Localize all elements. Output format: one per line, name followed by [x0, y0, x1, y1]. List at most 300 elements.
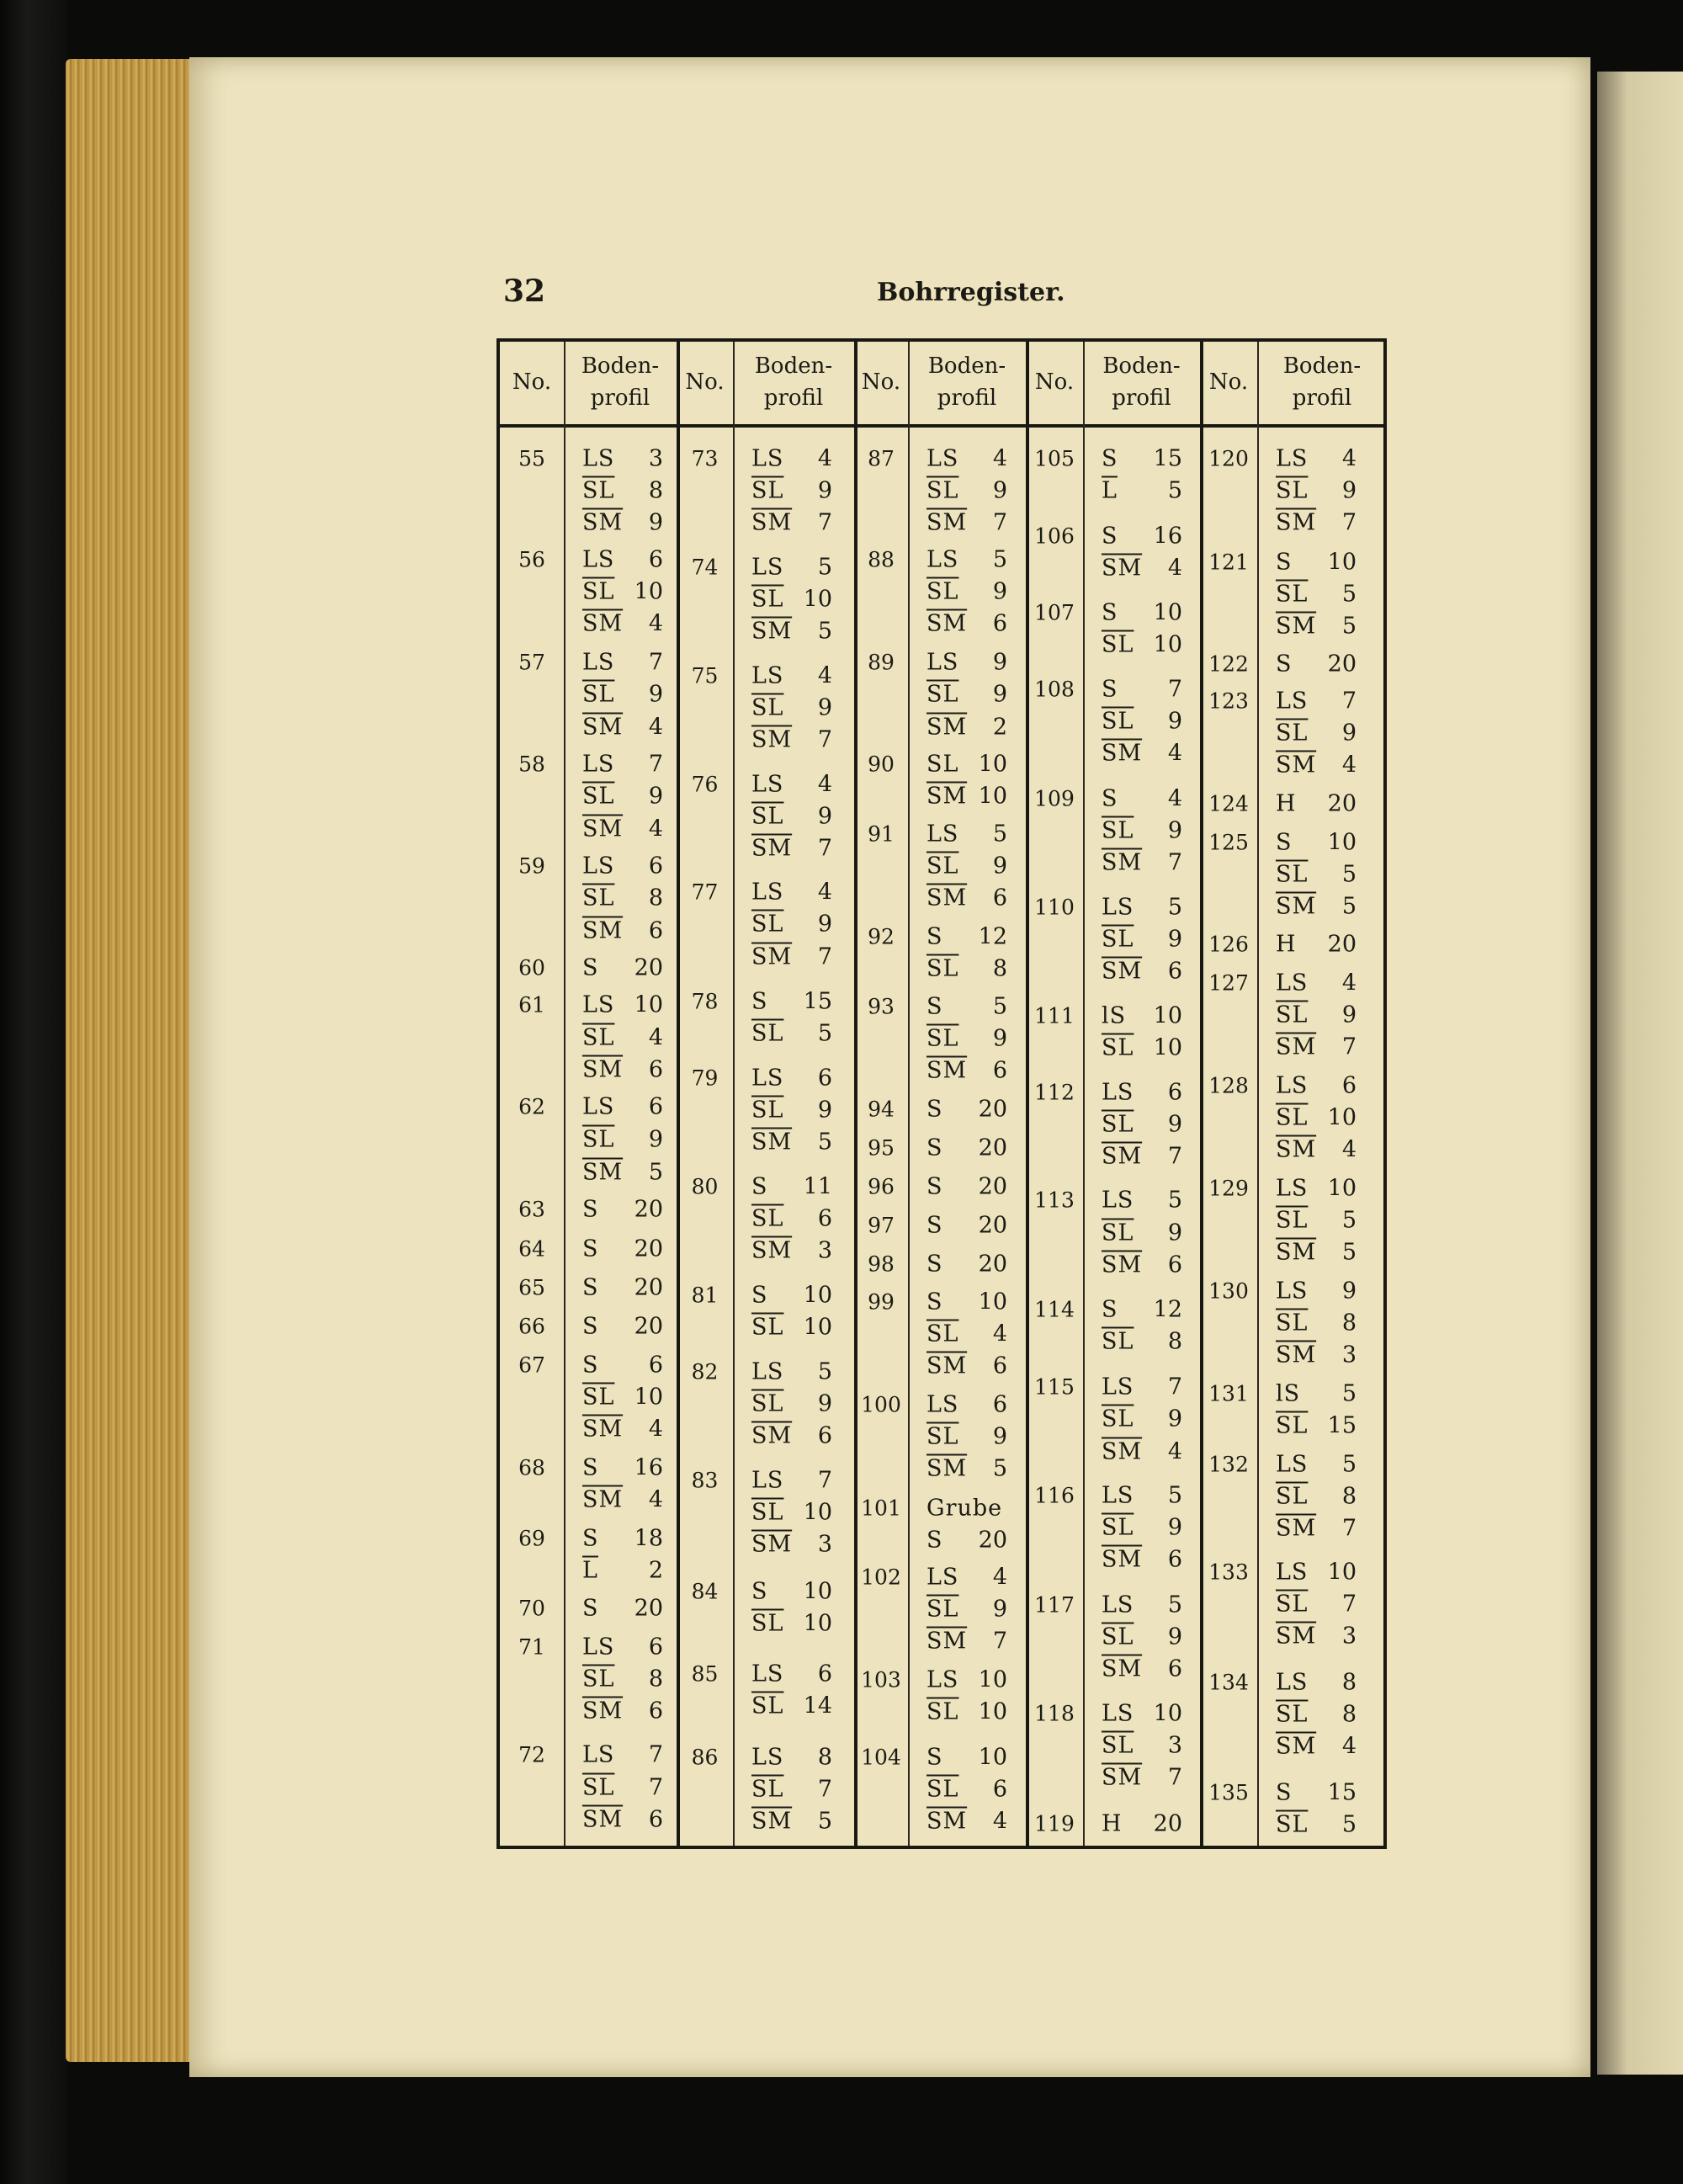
bodenprofil-entry: [1102, 1656, 1182, 1682]
bodenprofil-entry: [926, 784, 1007, 810]
header-bodenprofil: [1083, 342, 1200, 424]
depth-value: 6: [992, 885, 1007, 911]
soil-code: LS: [582, 751, 615, 778]
bodenprofil-entry: [926, 1496, 1002, 1522]
soil-code: $\overline{SM}$: [751, 1808, 793, 1835]
bodenprofil-entry: [1102, 555, 1182, 582]
soil-code: LS: [582, 991, 615, 1018]
soil-code: $\overline{SL}$: [1276, 1104, 1309, 1131]
depth-value: 2: [992, 714, 1007, 741]
bodenprofil-entry: [1102, 709, 1182, 735]
bohr-number: 116: [1034, 1483, 1075, 1508]
soil-code: $\overline{SM}$: [751, 509, 793, 536]
depth-value: 9: [1167, 708, 1182, 735]
depth-value: 11: [803, 1173, 832, 1200]
bodenprofil-entry: [926, 1213, 1007, 1239]
bodenprofil-entry: [582, 715, 663, 741]
bodenprofil-entry: [1276, 651, 1356, 678]
bodenprofil-entry: [582, 784, 663, 810]
bodenprofil-entry: [1102, 1701, 1182, 1727]
depth-value: 8: [992, 955, 1007, 982]
depth-value: 7: [817, 1467, 832, 1494]
soil-code: $\overline{SM}$: [1276, 1733, 1317, 1760]
depth-value: 3: [1167, 1732, 1182, 1759]
bodenprofil-entry: [751, 772, 832, 798]
depth-value: 7: [1167, 849, 1182, 876]
header-line: profil: [937, 385, 997, 411]
bodenprofil-entry: [1102, 478, 1182, 504]
soil-code: $\overline{SM}$: [582, 1416, 624, 1443]
depth-value: 9: [992, 578, 1007, 605]
soil-code: LS: [1102, 894, 1134, 921]
bohr-number: 123: [1208, 688, 1249, 714]
soil-code: $\overline{SM}$: [1102, 1764, 1143, 1791]
bodenprofil-entry: [582, 853, 663, 879]
bodenprofil-entry: [1276, 688, 1356, 715]
soil-code: $\overline{SM}$: [1276, 1515, 1317, 1542]
depth-value: 4: [1341, 752, 1356, 778]
depth-value: 4: [817, 445, 832, 472]
depth-value: 4: [648, 1416, 663, 1443]
soil-code: $\overline{SM}$: [1276, 1239, 1317, 1266]
bohr-number: 73: [691, 446, 719, 471]
soil-code: Grube: [926, 1495, 1003, 1522]
soil-code: $\overline{SM}$: [1102, 1546, 1143, 1573]
depth-value: 6: [648, 1634, 663, 1661]
depth-value: 10: [978, 1744, 1007, 1771]
bodenprofil-entry: [751, 1500, 832, 1526]
bohr-number: 135: [1208, 1780, 1249, 1805]
depth-value: 20: [978, 1173, 1007, 1200]
depth-value: 9: [992, 1025, 1007, 1052]
depth-value: 9: [992, 681, 1007, 708]
depth-value: 9: [1341, 720, 1356, 747]
bodenprofil-entry: [751, 1283, 832, 1309]
depth-value: 4: [648, 1024, 663, 1051]
soil-code: $\overline{SL}$: [1276, 1207, 1309, 1234]
depth-value: 20: [634, 1196, 663, 1223]
soil-code: S: [926, 1212, 943, 1239]
bohr-number: 110: [1034, 895, 1075, 920]
depth-value: 9: [817, 911, 832, 938]
soil-code: LS: [1102, 1482, 1134, 1509]
soil-code: $\overline{SM}$: [751, 618, 793, 645]
soil-code: S: [582, 1313, 599, 1340]
soil-code: LS: [1102, 1374, 1134, 1400]
depth-value: 7: [648, 1741, 663, 1768]
bodenprofil-entry: [1102, 446, 1182, 472]
depth-value: 10: [978, 1698, 1007, 1725]
soil-code: $\overline{SL}$: [582, 681, 615, 708]
depth-value: 16: [634, 1454, 663, 1481]
header-line: Boden-: [927, 353, 1006, 380]
soil-code: $\overline{SL}$: [1102, 926, 1134, 953]
bodenprofil-entry: [1276, 830, 1356, 856]
soil-code: $\overline{SL}$: [1276, 1310, 1309, 1336]
soil-code: $\overline{SL}$: [582, 1126, 615, 1153]
bodenprofil-entry: [926, 1135, 1007, 1161]
soil-code: S: [1102, 676, 1118, 703]
depth-value: 9: [1341, 1002, 1356, 1028]
soil-code: LS: [582, 1741, 615, 1768]
soil-code: $\overline{SL}$: [926, 1596, 959, 1623]
soil-code: $\overline{SL}$: [926, 578, 959, 605]
depth-value: 5: [992, 1455, 1007, 1482]
soil-code: S: [926, 1173, 943, 1200]
soil-code: LS: [926, 821, 959, 848]
bohr-number: 76: [691, 772, 719, 797]
depth-value: 6: [648, 1056, 663, 1083]
soil-code: $\overline{SL}$: [1276, 1483, 1309, 1510]
bodenprofil-entry: [1276, 478, 1356, 504]
bodenprofil-entry: [1276, 1381, 1356, 1407]
depth-value: 6: [817, 1661, 832, 1687]
bohr-number: 86: [691, 1745, 719, 1770]
bodenprofil-entry: [582, 1160, 663, 1186]
depth-value: 6: [1167, 1655, 1182, 1682]
soil-code: LS: [1276, 1559, 1309, 1586]
soil-code: $\overline{SL}$: [751, 694, 784, 721]
depth-value: 5: [1167, 1187, 1182, 1214]
depth-value: 9: [817, 1097, 832, 1124]
bohr-number: 98: [868, 1251, 895, 1277]
book-binding: [0, 0, 67, 2184]
depth-value: 3: [1341, 1623, 1356, 1650]
depth-value: 7: [648, 1774, 663, 1801]
soil-code: LS: [582, 649, 615, 676]
soil-code: $\overline{SM}$: [926, 1628, 968, 1655]
soil-code: LS: [582, 445, 615, 472]
bodenprofil-entry: [751, 1021, 832, 1047]
soil-code: S: [1276, 651, 1293, 678]
bodenprofil-entry: [1276, 582, 1356, 608]
depth-value: 9: [992, 1423, 1007, 1450]
soil-code: $\overline{SM}$: [582, 714, 624, 741]
soil-code: S: [1102, 785, 1118, 812]
depth-value: 9: [992, 477, 1007, 504]
bodenprofil-entry: [926, 1629, 1007, 1655]
bodenprofil-entry: [1102, 1329, 1182, 1355]
depth-value: 6: [1167, 1546, 1182, 1573]
soil-code: $\overline{SL}$: [1102, 1514, 1134, 1541]
bohr-number: 122: [1208, 651, 1249, 677]
bodenprofil-entry: [1102, 1220, 1182, 1246]
header-no: No.: [685, 369, 725, 396]
depth-value: 4: [817, 879, 832, 906]
soil-code: S: [1102, 445, 1118, 472]
bohr-number: 134: [1208, 1670, 1249, 1695]
facing-page-edge: [1597, 72, 1683, 2075]
soil-code: $\overline{SM}$: [926, 1455, 968, 1482]
bodenprofil-entry: [1276, 1734, 1356, 1760]
soil-code: S: [926, 1744, 943, 1771]
depth-value: 7: [992, 509, 1007, 536]
depth-value: 20: [978, 1251, 1007, 1278]
bodenprofil-entry: [751, 879, 832, 906]
header-line: profil: [1112, 385, 1171, 411]
depth-value: 10: [1327, 829, 1356, 856]
bodenprofil-entry: [582, 1094, 663, 1120]
bodenprofil-entry: [1276, 614, 1356, 640]
bodenprofil-entry: [926, 994, 1007, 1020]
bohr-number: 80: [691, 1174, 719, 1199]
depth-value: 6: [1167, 1079, 1182, 1106]
soil-code: LS: [926, 649, 959, 676]
soil-code: $\overline{SL}$: [1102, 817, 1134, 844]
bodenprofil-entry: [1276, 1812, 1356, 1838]
bodenprofil-entry: [582, 1487, 663, 1513]
bodenprofil-entry: [1276, 1105, 1356, 1131]
soil-code: LS: [582, 853, 615, 879]
bodenprofil-entry: [1102, 850, 1182, 876]
depth-value: 4: [1341, 1136, 1356, 1163]
bodenprofil-entry: [926, 1251, 1007, 1278]
depth-value: 10: [803, 1499, 832, 1526]
bodenprofil-entry: [582, 1236, 663, 1262]
header-line: Boden-: [1282, 353, 1362, 380]
soil-code: S: [926, 1096, 943, 1123]
header-no: No.: [1034, 369, 1075, 396]
bohr-number: 130: [1208, 1278, 1249, 1304]
soil-code: $\overline{SM}$: [926, 1808, 968, 1835]
depth-value: 9: [648, 783, 663, 810]
bodenprofil-entry: [751, 944, 832, 970]
soil-code: $\overline{SL}$: [1276, 1591, 1309, 1618]
soil-code: $\overline{SM}$: [1276, 1136, 1317, 1163]
soil-code: $\overline{SL}$: [1102, 1406, 1134, 1432]
bodenprofil-entry: [582, 1666, 663, 1692]
depth-value: 4: [1167, 1438, 1182, 1465]
depth-value: 9: [992, 1596, 1007, 1623]
bohr-number: 129: [1208, 1176, 1249, 1201]
depth-value: 8: [648, 1666, 663, 1692]
depth-value: 5: [817, 1129, 832, 1156]
bohr-number: 111: [1034, 1003, 1075, 1028]
bohr-number: 81: [691, 1283, 719, 1308]
soil-code: S: [582, 1454, 599, 1481]
bodenprofil-entry: [926, 650, 1007, 676]
depth-value: 9: [817, 803, 832, 830]
soil-code: S: [926, 1251, 943, 1278]
soil-code: LS: [926, 445, 959, 472]
soil-code: $\overline{SM}$: [1102, 740, 1143, 767]
bodenprofil-entry: [926, 924, 1007, 950]
soil-code: $\overline{SL}$: [1102, 1220, 1134, 1246]
bohr-number: 84: [691, 1579, 719, 1604]
bodenprofil-entry: [926, 1289, 1007, 1315]
bodenprofil-entry: [751, 446, 832, 472]
bodenprofil-entry: [582, 1127, 663, 1153]
bodenprofil-entry: [926, 1699, 1007, 1725]
soil-code: $\overline{SL}$: [1102, 1328, 1134, 1355]
bodenprofil-entry: [926, 752, 1007, 778]
bodenprofil-entry: [926, 510, 1007, 536]
bodenprofil-entry: [926, 1058, 1007, 1084]
soil-code: S: [582, 1525, 599, 1552]
soil-code: $\overline{SM}$: [1276, 893, 1317, 920]
soil-code: $\overline{SM}$: [751, 943, 793, 970]
bodenprofil-entry: [582, 1634, 663, 1661]
soil-code: LS: [751, 662, 784, 689]
soil-code: S: [582, 1274, 599, 1301]
bohr-number: 55: [518, 446, 545, 471]
soil-code: $\overline{SL}$: [751, 911, 784, 938]
bodenprofil-entry: [751, 1359, 832, 1385]
bodenprofil-entry: [1276, 510, 1356, 536]
soil-code: $\overline{SL}$: [751, 1390, 784, 1417]
soil-code: LS: [1102, 1592, 1134, 1618]
soil-code: $\overline{SL}$: [582, 1666, 615, 1692]
bodenprofil-entry: [1276, 720, 1356, 747]
depth-value: 20: [1327, 651, 1356, 678]
depth-value: 10: [1327, 1175, 1356, 1202]
bodenprofil-entry: [751, 1532, 832, 1558]
soil-code: S: [1276, 549, 1293, 576]
bodenprofil-entry: [926, 1809, 1007, 1835]
bohr-number: 82: [691, 1359, 719, 1384]
bodenprofil-entry: [1276, 1137, 1356, 1163]
bodenprofil-entry: [1102, 1547, 1182, 1573]
bohr-number: 124: [1208, 791, 1249, 816]
bodenprofil-entry: [1102, 786, 1182, 812]
soil-code: S: [751, 1282, 768, 1309]
soil-code: $\overline{SL}$: [582, 1384, 615, 1411]
depth-value: 18: [634, 1525, 663, 1552]
bohr-number: 72: [518, 1742, 545, 1767]
bodenprofil-entry: [582, 1057, 663, 1083]
bodenprofil-entry: [751, 1611, 832, 1637]
depth-value: 4: [648, 816, 663, 842]
bodenprofil-entry: [1276, 752, 1356, 778]
depth-value: 5: [817, 618, 832, 645]
bodenprofil-entry: [1276, 1670, 1356, 1696]
soil-code: S: [751, 988, 768, 1015]
bodenprofil-entry: [751, 1238, 832, 1264]
depth-value: 20: [978, 1135, 1007, 1161]
bodenprofil-entry: [582, 547, 663, 573]
soil-code: $\overline{SM}$: [926, 885, 968, 911]
depth-value: 7: [817, 509, 832, 536]
bodenprofil-entry: [1102, 927, 1182, 953]
soil-code: LS: [751, 879, 784, 906]
soil-code: $\overline{SM}$: [926, 1057, 968, 1084]
soil-code: $\overline{SL}$: [1276, 861, 1309, 888]
depth-value: 6: [648, 853, 663, 879]
bodenprofil-entry: [1102, 1811, 1182, 1837]
bohr-number: 56: [518, 547, 545, 572]
depth-value: 7: [1341, 688, 1356, 715]
depth-value: 10: [803, 1314, 832, 1341]
bodenprofil-entry: [1276, 1208, 1356, 1234]
depth-value: 2: [648, 1557, 663, 1584]
depth-value: 10: [803, 1282, 832, 1309]
soil-code: H: [1102, 1810, 1123, 1837]
bohr-number: 113: [1034, 1188, 1075, 1213]
depth-value: 5: [817, 1808, 832, 1835]
depth-value: 15: [803, 988, 832, 1015]
soil-code: lS: [1276, 1380, 1301, 1407]
soil-code: LS: [751, 1065, 784, 1092]
bohr-number: 107: [1034, 600, 1075, 625]
bohr-number: 127: [1208, 970, 1249, 996]
bodenprofil-entry: [1102, 1297, 1182, 1323]
soil-code: $\overline{SM}$: [1102, 1143, 1143, 1170]
bohr-number: 67: [518, 1352, 545, 1378]
bohr-number: 121: [1208, 550, 1249, 575]
soil-code: $\overline{SM}$: [1276, 1623, 1317, 1650]
depth-value: 9: [817, 477, 832, 504]
bohr-number: 85: [691, 1661, 719, 1687]
bodenprofil-entry: [751, 1745, 832, 1771]
soil-code: $\overline{SL}$: [582, 783, 615, 810]
depth-value: 20: [1153, 1810, 1182, 1837]
bohr-number: 68: [518, 1455, 545, 1480]
bodenprofil-entry: [1102, 523, 1182, 550]
bohr-number: 58: [518, 752, 545, 777]
bodenprofil-entry: [582, 682, 663, 708]
column-rule: [908, 342, 910, 1846]
bohr-number: 105: [1034, 446, 1075, 471]
soil-code: $\overline{SM}$: [582, 1159, 624, 1186]
bodenprofil-entry: [751, 1129, 832, 1156]
bodenprofil-entry: [1276, 1592, 1356, 1618]
header-no: No.: [861, 369, 901, 396]
soil-code: $\overline{SL}$: [751, 1499, 784, 1526]
depth-value: 9: [1167, 1220, 1182, 1246]
depth-value: 8: [1341, 1701, 1356, 1728]
depth-value: 8: [648, 885, 663, 911]
soil-code: $\overline{SL}$: [1276, 1002, 1309, 1028]
bohr-number: 99: [868, 1289, 895, 1315]
bodenprofil-entry: [926, 715, 1007, 741]
soil-code: $\overline{SM}$: [582, 1698, 624, 1724]
depth-value: 10: [978, 1289, 1007, 1315]
page-edges: [66, 59, 204, 2062]
bodenprofil-entry: [1276, 1278, 1356, 1305]
depth-value: 4: [648, 714, 663, 741]
soil-code: $\overline{SM}$: [926, 1352, 968, 1379]
soil-code: $\overline{SL}$: [751, 1205, 784, 1232]
bodenprofil-entry: [1276, 970, 1356, 996]
bodenprofil-entry: [926, 1528, 1007, 1554]
depth-value: 7: [1341, 1034, 1356, 1060]
bohr-number: 114: [1034, 1297, 1075, 1322]
depth-value: 6: [1341, 1072, 1356, 1099]
depth-value: 12: [1153, 1296, 1182, 1323]
bohr-number: 89: [868, 650, 895, 675]
bodenprofil-entry: [1102, 677, 1182, 703]
bodenprofil-entry: [926, 1424, 1007, 1450]
soil-code: $\overline{SM}$: [582, 1806, 624, 1833]
bodenprofil-entry: [582, 1455, 663, 1481]
soil-code: $\overline{SL}$: [1276, 1701, 1309, 1728]
bodenprofil-entry: [1276, 862, 1356, 888]
depth-value: 9: [1167, 817, 1182, 844]
bodenprofil-entry: [751, 989, 832, 1015]
bodenprofil-entry: [1276, 550, 1356, 576]
depth-value: 7: [1167, 1143, 1182, 1170]
header-line: Boden-: [1102, 353, 1181, 380]
depth-value: 5: [1167, 477, 1182, 504]
soil-code: LS: [926, 1391, 959, 1418]
header-rule: [500, 424, 1383, 428]
depth-value: 10: [978, 751, 1007, 778]
soil-code: H: [1276, 790, 1297, 817]
soil-code: S: [582, 1235, 599, 1262]
bodenprofil-entry: [582, 1314, 663, 1340]
bodenprofil-entry: [751, 510, 832, 536]
depth-value: 10: [634, 991, 663, 1018]
